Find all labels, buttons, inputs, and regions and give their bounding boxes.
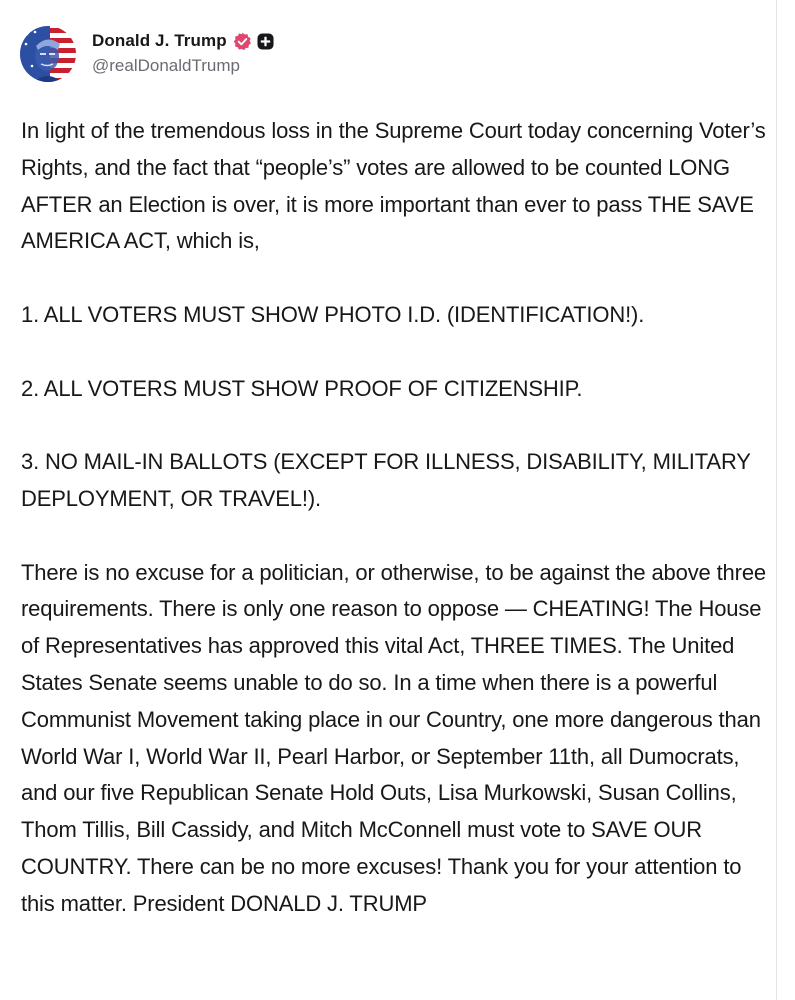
flag-portrait-avatar-icon	[20, 26, 76, 82]
author-name-row	[92, 30, 274, 52]
post-body	[21, 113, 766, 923]
post-header	[20, 26, 274, 82]
verified-badge-icon	[233, 32, 252, 51]
post-paragraph: In light of the tremendous loss in the Supreme Court today concerning Voter’s Rights, and the fact that “people’s” votes are allowed to be counted LONG AFTER an Election is over, it is more important than ever to pass THE SAVE AMERICA ACT, which is,	[21, 118, 766, 254]
author-display-name[interactable]: Donald J. Trump	[92, 31, 227, 50]
post-paragraph: There is no excuse for a politician, or otherwise, to be against the above three requirements. There is only one reason to oppose — CHEATING! The House of Representatives has approved this vital Act, THREE TIMES. The United States Senate seems unable to do so. In a time when there is a powerful Communist Movement taking place in our Country, one more dangerous than World War I, World War II, Pearl Harbor, or September 11th, all Dumocrats, and our five Republican Senate Hold Outs, Lisa Murkowski, Susan Collins, Thom Tillis, Bill Cassidy, and Mitch McConnell must vote to SAVE OUR COUNTRY. There can be no more excuses! Thank you for your attention to this matter. President DONALD J. TRUMP	[21, 559, 766, 916]
post-paragraph: 1. ALL VOTERS MUST SHOW PHOTO I.D. (IDENTIFICATION!).	[21, 301, 645, 327]
author-identity	[92, 26, 274, 76]
plus-badge-icon	[257, 33, 274, 50]
post-paragraph: 3. NO MAIL-IN BALLOTS (EXCEPT FOR ILLNESS, DISABILITY, MILITARY DEPLOYMENT, OR TRAVEL!).	[21, 449, 751, 511]
post-paragraph: 2. ALL VOTERS MUST SHOW PROOF OF CITIZENSHIP.	[21, 375, 583, 401]
author-avatar[interactable]	[20, 26, 76, 82]
author-handle[interactable]: @realDonaldTrump	[92, 56, 240, 75]
